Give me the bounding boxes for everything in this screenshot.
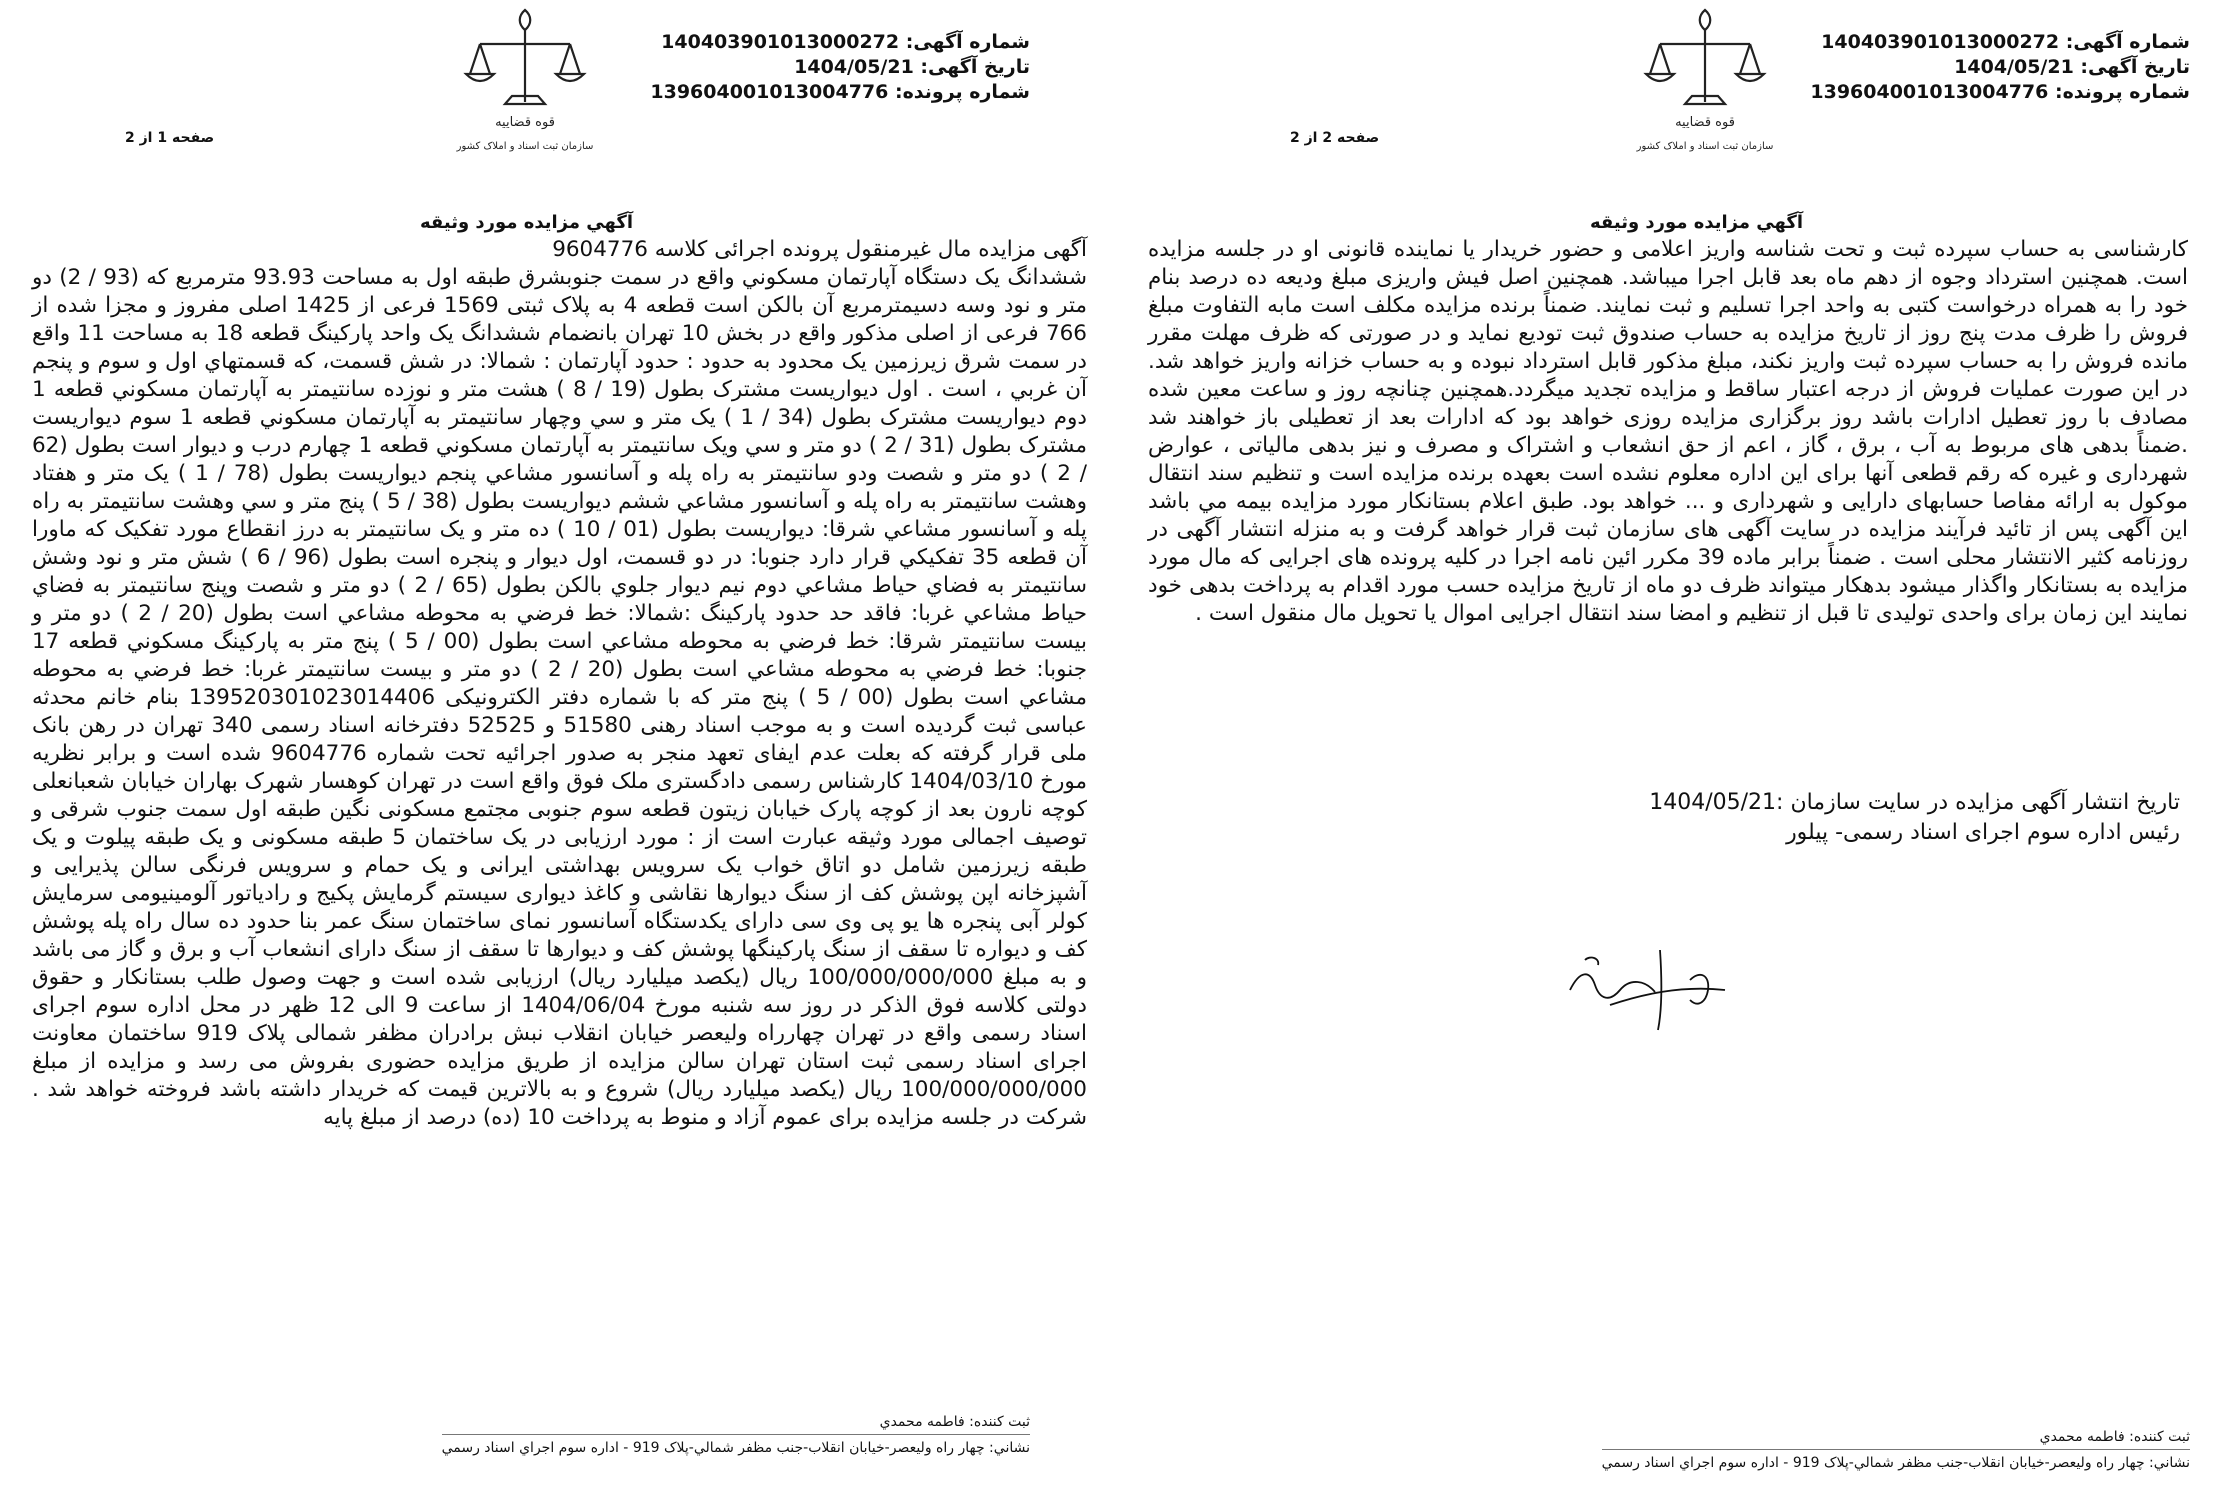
page-number: صفحه 2 از 2 <box>1290 130 1380 146</box>
chief-signature-line: رئیس اداره سوم اجرای اسناد رسمی- پیلور <box>1786 820 2180 845</box>
file-number: شماره پرونده: 139604001013004776 <box>650 81 1030 103</box>
notice-title: آگهي مزايده مورد وثيقه <box>1590 212 1804 233</box>
footer-divider <box>1602 1449 2190 1450</box>
notice-paragraph: کارشناسی به حساب سپرده ثبت و تحت شناسه واریز اعلامی و حضور خریدار یا نماینده قانونی او در جلسه مزایده است. همچنین استرداد وجوه از دهم ماه بعد قابل اجرا میباشد. همچنین اصل فیش واریزی مبلغ ودیعه ده درصد بنام خود را به همراه درخواست کتبی به واحد اجرا تسلیم و ثبت نمایند. ضمناً برنده مزایده مکلف است مابه التفاوت مبلغ فروش را ظرف مدت پنج روز از تاریخ مزایده به حساب صندوق ثبت تودیع نماید و در صورتی که ظرف مهلت مقرر مانده فروش را به حساب سپرده ثبت واریز نکند، مبلغ مذکور قابل استرداد نبوده و به حساب خزانه واریز خواهد شد. در این صورت عملیات فروش از درجه اعتبار ساقط و مزایده تجدید میگردد.همچنین چنانچه روز و ساعت معین شده مصادف با روز تعطیل ادارات باشد روز برگزاری مزایده روزی خواهد بود که ادارات بعد از تعطیلی باز خواهند شد .ضمناً بدهی های مربوط به آب ، برق ، گاز ، اعم از حق انشعاب و اشتراک و مصرف و نیز بدهی مالیاتی ، عوارض شهرداری و غیره که رقم قطعی آنها برای این اداره معلوم نشده است بعهده برنده مزایده است و تنظیم سند انتقال موکول به ارائه مفاصا حسابهای دارایی و شهرداری و ... خواهد بود. طبق اعلام بستانکار مورد مزایده بیمه مي باشد این آگهی پس از تائید فرآیند مزایده در سایت آگهی های سازمان ثبت قرار خواهد گرفت و به منزله انتشار آگهی در روزنامه کثیر الانتشار محلی است . ضمناً برابر ماده 39 مکرر ائین نامه اجرا در کلیه پرونده های اجرایی که مال مورد مزایده به بستانکار واگذار میشود بدهکار میتواند ظرف دو ماه از تاریخ مزایده حسب مورد اقدام به پرداخت بدهی خود نمایند این زمان برای واحدی تولیدی تا قبل از تنظیم و امضا سند انتقال اجرایی اموال یا تحویل مال منقول است . <box>1148 237 2188 626</box>
registrar-name: ثبت کننده: فاطمه محمدي <box>879 1414 1030 1430</box>
notice-number: شماره آگهی: 140403901013000272 <box>661 31 1030 53</box>
org-name-label: سازمان ثبت اسناد و املاک کشور <box>456 141 594 152</box>
notice-meta <box>650 30 1030 105</box>
notice-date: تاریخ آگهی: 1404/05/21 <box>1954 56 2190 78</box>
notice-meta <box>1810 30 2190 105</box>
judiciary-emblem-icon <box>1630 4 1780 164</box>
notice-paragraph: ششدانگ یک دستگاه آپارتمان مسكوني واقع در سمت جنوبشرق طبقه اول به مساحت 93.93 مترمربع که (93 / 2) دو متر و نود وسه دسیمترمربع آن بالکن است قطعه 4 به پلاک ثبتی 1569 فرعی از 1425 اصلی مفروز و مجزا شده از 766 فرعی از اصلی مذکور واقع در بخش 10 تهران بانضمام ششدانگ یک واحد پارکينگ قطعه 18 به مساحت 11 واقع در سمت شرق زيرزمين يک محدود به حدود : حدود آپارتمان : شمالا: در شش قسمت، که قسمتهاي اول و سوم و پنجم آن غربي ، است . اول ديواريست مشترک بطول (19 / 8 ) هشت متر و نوزده سانتيمتر به آپارتمان مسكوني قطعه 1 دوم ديواريست مشترک بطول (34 / 1 ) یک متر و سي وچهار سانتيمتر به آپارتمان مسكوني قطعه 1 سوم ديواريست مشترک بطول (31 / 2 ) دو متر و سي ویک سانتيمتر به آپارتمان مسكوني قطعه 1 چهارم درب و ديوار است بطول (62 / 2 ) دو متر و شصت ودو سانتيمتر به راه پله و آسانسور مشاعي پنجم ديواريست بطول (78 / 1 ) یک متر و هفتاد وهشت سانتيمتر به راه پله و آسانسور مشاعي ششم ديواريست بطول (38 / 5 ) پنج متر و سي وهشت سانتيمتر به راه پله و آسانسور مشاعي شرقا: ديواريست بطول (01 / 10 ) ده متر و یک سانتيمتر به درز انقطاع مورد تفکیک که ماورا آن قطعه 35 تفكيكي قرار دارد جنوبا: در دو قسمت، اول ديوار و پنجره است بطول (96 / 6 ) شش متر و نود وشش سانتيمتر به فضاي حياط مشاعي دوم نيم ديوار جلوي بالکن بطول (65 / 2 ) دو متر و شصت وپنج سانتيمتر به فضاي حياط مشاعي غربا: فاقد حد حدود پارکينگ :شمالا: خط فرضي به محوطه مشاعي است بطول (20 / 2 ) دو متر و بيست سانتيمتر شرقا: خط فرضي به محوطه مشاعي است بطول (00 / 5 ) پنج متر به پارکينگ مسكوني قطعه 17 جنوبا: خط فرضي به محوطه مشاعي است بطول (20 / 2 ) دو متر و بيست سانتيمتر غربا: خط فرضي به محوطه مشاعي است بطول (00 / 5 ) پنج متر که با شماره دفتر الکترونیکی 139520301023014406 بنام خانم محدثه عباسی ثبت گردیده است و به موجب اسناد رهنی 51580 و 52525 دفترخانه اسناد رسمی 340 تهران در رهن بانک ملی قرار گرفته که بعلت عدم ایفای تعهد منجر به صدور اجرائیه تحت شماره 9604776 شده است و برابر نظریه مورخ 1404/03/10 کارشناس رسمی دادگستری ملک فوق واقع است در تهران کوهسار شهرک بهاران خیابان شعبانعلی کوچه نارون بعد از کوچه پارک خیابان زیتون قطعه سوم جنوبی مجتمع مسکونی نگین طبقه اول سمت جنوب شرقی و توصیف اجمالی مورد وثیقه عبارت است از : مورد ارزیابی در یک ساختمان 5 طبقه مسکونی و یک طبقه پیلوت و یک طبقه زیرزمین شامل دو اتاق خواب یک سرویس بهداشتی ایرانی و یک حمام و سرویس فرنگی سالن پذیرایی و آشپزخانه اپن پوشش کف از سنگ دیوارها نقاشی و کاغذ دیواری سیستم گرمایش پکیج و رادیاتور آلومینیومی سرمایش کولر آبی پنجره ها یو پی وی سی دارای یکدستگاه آسانسور نمای ساختمان سنگ عمر بنا حدود ده سال راه پله پوشش کف و دیواره تا سقف از سنگ پارکینگها پوشش کف و دیوارها تا سقف از سنگ دارای انشعاب آب و برق و گاز می باشد و به مبلغ 100/000/000/000 ریال (یکصد میلیارد ریال) ارزیابی شده است و جهت وصول طلب بستانکار و حقوق دولتی کلاسه فوق الذکر در روز سه شنبه مورخ 1404/06/04 از ساعت 9 الی 12 ظهر در محل اداره سوم اجرای اسناد رسمی واقع در تهران چهارراه ولیعصر خیابان انقلاب نبش برادران مظفر شمالی پلاک 919 ساختمان معاونت اجرای اسناد رسمی ثبت استان تهران سالن مزایده از طریق مزایده حضوری بفروش می رسد و مزایده از مبلغ 100/000/000/000 ریال (یکصد میلیارد ریال) شروع و به بالاترین قیمت که خریدار داشته باشد فروخته خواهد شد . شرکت در جلسه مزایده برای عموم آزاد و منوط به پرداخت 10 (ده) درصد از مبلغ پایه <box>32 265 1088 1130</box>
notice-title: آگهي مزايده مورد وثيقه <box>420 212 634 233</box>
judiciary-label: قوه قضاییه <box>1675 115 1735 130</box>
notice-date: تاریخ آگهی: 1404/05/21 <box>794 56 1030 78</box>
notice-heading: آگهی مزایده مال غیرمنقول پرونده اجرائی کلاسه 9604776 <box>552 237 1087 262</box>
publish-date-line: تاریخ انتشار آگهی مزایده در سایت سازمان :1404/05/21 <box>1649 790 2180 815</box>
notice-number: شماره آگهی: 140403901013000272 <box>1821 31 2190 53</box>
registrar-name: ثبت کننده: فاطمه محمدي <box>2039 1429 2190 1445</box>
registrar-footer <box>1602 1427 2190 1473</box>
notice-page-2 <box>1110 0 2220 1499</box>
judiciary-emblem-icon <box>450 4 600 164</box>
judiciary-label: قوه قضاییه <box>495 115 555 130</box>
footer-divider <box>442 1434 1030 1435</box>
office-address: نشاني: چهار راه وليعصر-خيابان انقلاب-جنب مظفر شمالي-پلاک 919 - اداره سوم اجراي اسناد رسمي <box>1601 1455 2190 1471</box>
file-number: شماره پرونده: 139604001013004776 <box>1810 81 2190 103</box>
notice-body <box>32 236 1087 1132</box>
notice-body <box>1148 236 2188 628</box>
office-address: نشاني: چهار راه وليعصر-خيابان انقلاب-جنب مظفر شمالي-پلاک 919 - اداره سوم اجراي اسناد رسمي <box>441 1440 1030 1456</box>
page-number: صفحه 1 از 2 <box>125 130 215 146</box>
org-name-label: سازمان ثبت اسناد و املاک کشور <box>1636 141 1774 152</box>
registrar-footer <box>442 1412 1030 1458</box>
handwritten-signature-icon <box>1550 930 1740 1040</box>
